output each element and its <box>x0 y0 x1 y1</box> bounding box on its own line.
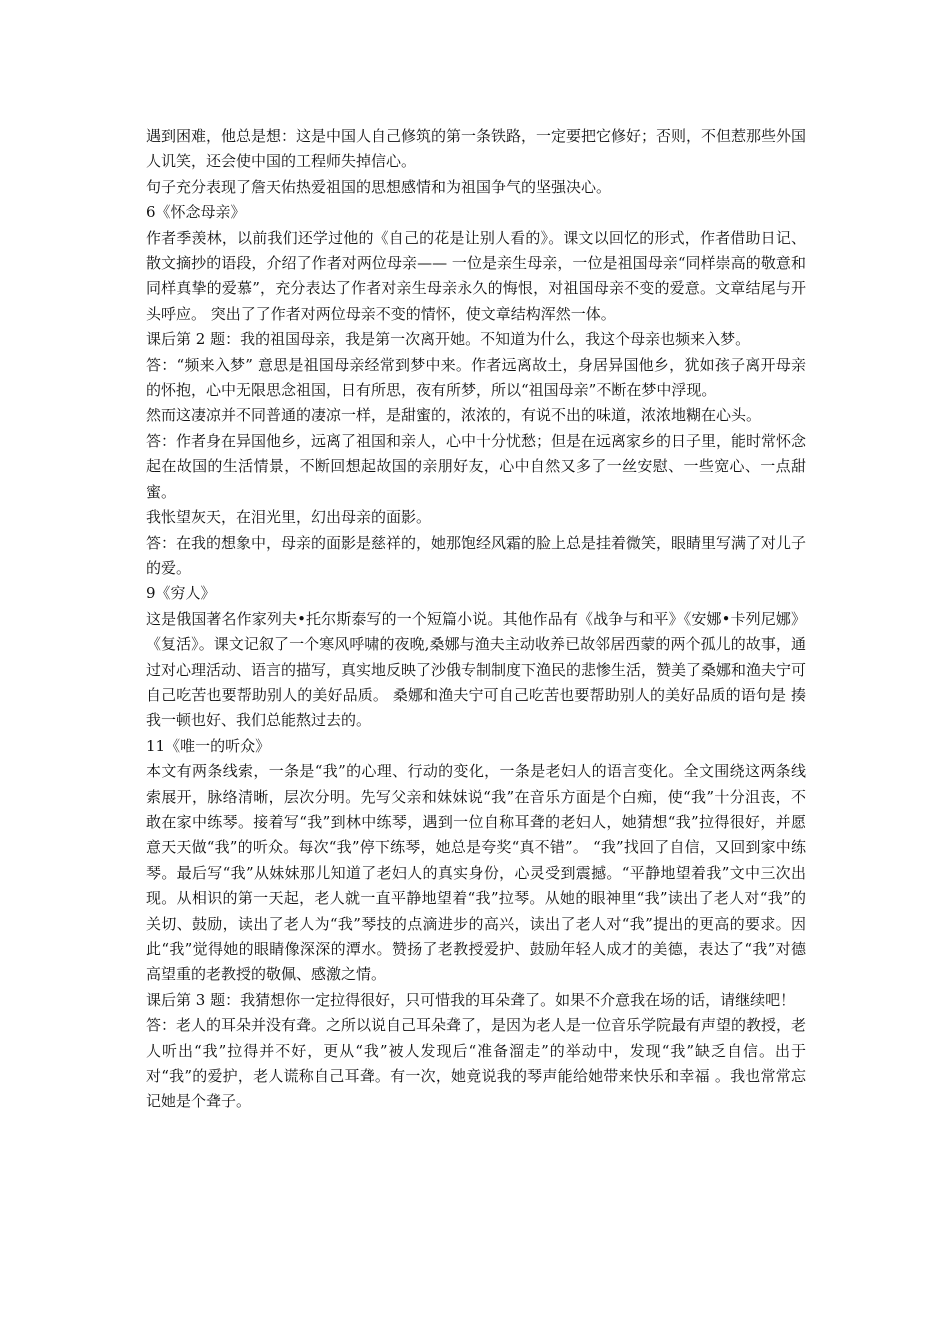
paragraph-gray-sky-sentence: 我怅望灰天，在泪光里，幻出母亲的面影。 <box>146 508 432 527</box>
paragraph-exercise-3-answer: 答：老人的耳朵并没有聋。之所以说自己耳朵聋了，是因为老人是一位音乐学院最有声望的教授，老人听出“我”拉得并不好，更从“我”被人发现后“准备溜走”的举动中，发现“我”缺乏自信。出于对“我”的爱护，老人谎称自己耳聋。有一次，她竟说我的琴声能给她带来快乐和幸福 。我也常常忘记她是个聋子。 <box>146 1016 807 1111</box>
paragraph-exercise-2-question: 课后第 2 题：我的祖国母亲，我是第一次离开她。不知道为什么，我这个母亲也频来入梦。 <box>146 330 751 349</box>
paragraph-mother-summary: 作者季羡林，以前我们还学过他的《自己的花是让别人看的》。课文以回忆的形式，作者借助日记、散文摘抄的语段，介绍了作者对两位母亲—— 一位是亲生母亲，一位是祖国母亲“同样崇高的敬意和同样真挚的爱慕”，充分表达了作者对亲生母亲永久的悔恨，对祖国母亲不变的爱意。文章结尾与开头呼应。 突出了了作者对两位母亲不变的情怀，使文章结构浑然一体。 <box>146 228 806 323</box>
document-body <box>146 124 806 1115</box>
section-title-poor-people: 9《穷人》 <box>146 584 216 603</box>
paragraph-tianyou-analysis: 句子充分表现了詹天佑热爱祖国的思想感情和为祖国争气的坚强决心。 <box>146 177 612 196</box>
paragraph-gray-sky-answer: 答：在我的想象中，母亲的面影是慈祥的，她那饱经风霜的脸上总是挂着微笑，眼睛里写满了对儿子的爱。 <box>146 533 807 577</box>
section-title-only-listener: 11《唯一的听众》 <box>146 736 271 755</box>
paragraph-bleak-answer: 答：作者身在异国他乡，远离了祖国和亲人，心中十分忧愁；但是在远离家乡的日子里，能时常怀念起在故国的生活情景，不断回想起故国的亲朋好友，心中自然又多了一丝安慰、一些宽心、一点甜蜜。 <box>146 431 807 501</box>
section-title-missing-mother: 6《怀念母亲》 <box>146 203 246 222</box>
paragraph-bleak-sentence: 然而这凄凉并不同普通的凄凉一样，是甜蜜的，浓浓的，有说不出的味道，浓浓地糊在心头。 <box>146 406 762 425</box>
paragraph-tianyou-difficulty: 遇到困难，他总是想：这是中国人自己修筑的第一条铁路，一定要把它修好；否则，不但惹那些外国人讥笑，还会使中国的工程师失掉信心。 <box>146 127 807 171</box>
paragraph-exercise-3-question: 课后第 3 题：我猜想你一定拉得很好，只可惜我的耳朵聋了。如果不介意我在场的话，请继续吧！ <box>146 990 796 1009</box>
paragraph-poor-people-summary: 这是俄国著名作家列夫•托尔斯泰写的一个短篇小说。其他作品有《战争与和平》《安娜•卡列尼娜》《复活》。课文记叙了一个寒风呼啸的夜晚,桑娜与渔夫主动收养已故邻居西蒙的两个孤儿的故事，通过对心理活动、语言的描写，真实地反映了沙俄专制制度下渔民的悲惨生活，赞美了桑娜和渔夫宁可自己吃苦也要帮助别人的美好品质。 桑娜和渔夫宁可自己吃苦也要帮助别人的美好品质的语句是 揍我一顿也好、我们总能熬过去的。 <box>146 609 807 730</box>
paragraph-exercise-2-answer: 答：“频来入梦” 意思是祖国母亲经常到梦中来。作者远离故土，身居异国他乡，犹如孩子离开母亲的怀抱，心中无限思念祖国，日有所思，夜有所梦，所以“祖国母亲”不断在梦中浮现。 <box>146 355 806 400</box>
paragraph-only-listener-summary: 本文有两条线索，一条是“我”的心理、行动的变化，一条是老妇人的语言变化。全文围绕这两条线索展开，脉络清晰，层次分明。先写父亲和妹妹说“我”在音乐方面是个白痴，使“我”十分沮丧，不敢在家中练琴。接着写“我”到林中练琴，遇到一位自称耳聋的老妇人，她猜想“我”拉得很好，并愿意天天做“我”的听众。每次“我”停下练琴，她总是夸奖“真不错”。 “我”找回了自信，又回到家中练琴。最后写“我”从妹妹那儿知道了老妇人的真实身份，心灵受到震撼。“平静地望着我”文中三次出现。从相识的第一天起，老人就一直平静地望着“我”拉琴。从她的眼神里“我”读出了老人对“我”的关切、鼓励，读出了老人为“我”琴技的点滴进步的高兴，读出了老人对“我”提出的更高的要求。因此“我”觉得她的眼睛像深深的潭水。赞扬了老教授爱护、鼓励年轻人成才的美德，表达了“我”对德高望重的老教授的敬佩、感激之情。 <box>146 762 806 984</box>
